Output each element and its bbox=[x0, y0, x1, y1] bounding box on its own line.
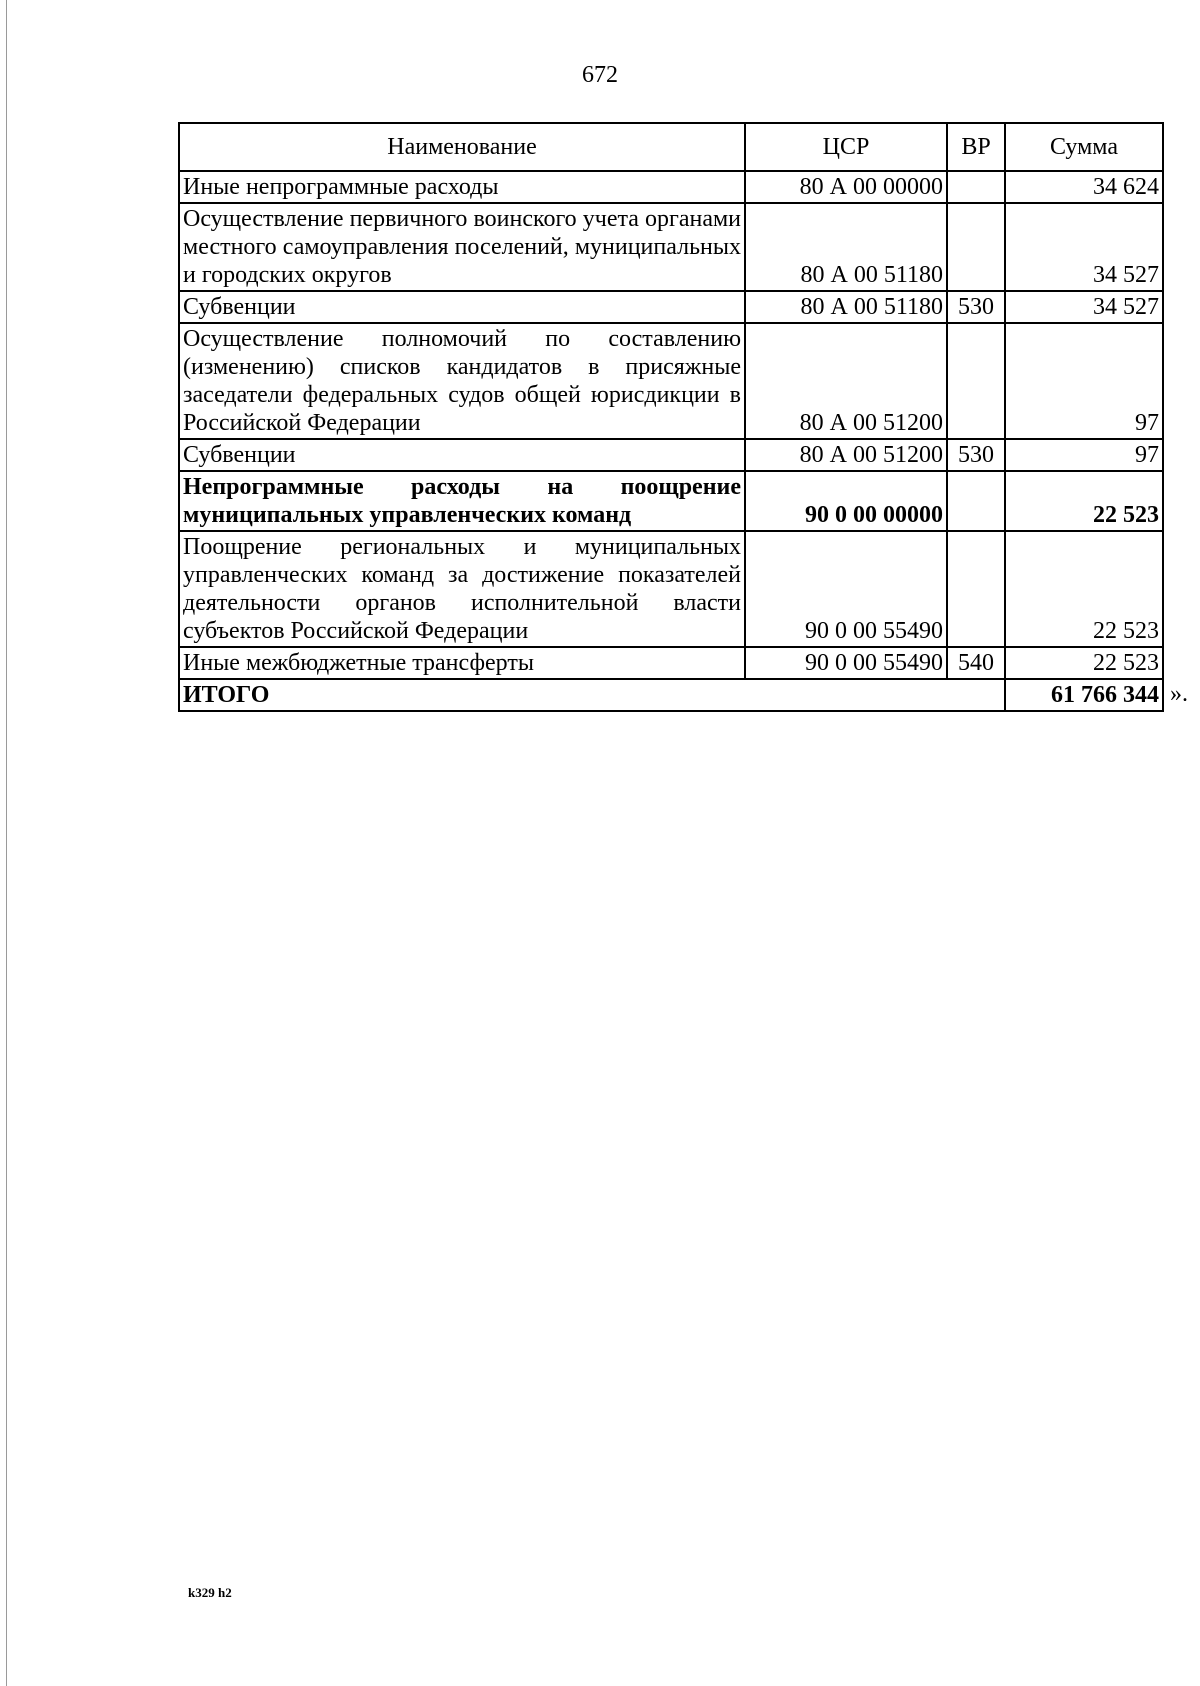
table-row bbox=[179, 323, 1163, 439]
row-csr: 80 А 00 51200 bbox=[745, 323, 947, 439]
page-number: 672 bbox=[582, 62, 618, 88]
row-sum: 22 523 bbox=[1005, 647, 1163, 679]
row-sum: 34 527 bbox=[1005, 203, 1163, 291]
total-sum-cell bbox=[1005, 679, 1188, 711]
row-sum: 34 527 bbox=[1005, 291, 1163, 323]
header-vr: ВР bbox=[947, 123, 1005, 171]
row-sum: 97 bbox=[1005, 323, 1163, 439]
table-row bbox=[179, 203, 1163, 291]
row-name: Непрограммные расходы на поощрение муниципальных управленческих команд bbox=[179, 471, 745, 531]
budget-table bbox=[178, 122, 1188, 712]
table-row bbox=[179, 171, 1163, 203]
total-sum: 61 766 344 bbox=[1051, 682, 1159, 708]
row-vr: 530 bbox=[947, 291, 1005, 323]
closing-quote-mark: ». bbox=[1170, 681, 1188, 707]
row-vr: 540 bbox=[947, 647, 1005, 679]
row-name: Осуществление первичного воинского учета органами местного самоуправления поселений, муниципальных и городских округов bbox=[179, 203, 745, 291]
row-name: Поощрение региональных и муниципальных управленческих команд за достижение показателей деятельности органов исполнительной власти субъектов Российской Федерации bbox=[179, 531, 745, 647]
row-csr: 90 0 00 55490 bbox=[745, 531, 947, 647]
row-csr: 80 А 00 51180 bbox=[745, 203, 947, 291]
row-vr bbox=[947, 471, 1005, 531]
row-csr: 90 0 00 00000 bbox=[745, 471, 947, 531]
footer-code: k329 h2 bbox=[188, 1585, 232, 1600]
table-row bbox=[179, 647, 1163, 679]
row-vr bbox=[947, 203, 1005, 291]
row-vr bbox=[947, 323, 1005, 439]
row-csr: 80 А 00 00000 bbox=[745, 171, 947, 203]
table-body bbox=[179, 171, 1188, 711]
row-sum: 22 523 bbox=[1005, 471, 1163, 531]
row-name: Субвенции bbox=[179, 291, 745, 323]
row-name: Осуществление полномочий по составлению (изменению) списков кандидатов в присяжные заседатели федеральных судов общей юрисдикции в Российской Федерации bbox=[179, 323, 745, 439]
table-row bbox=[179, 291, 1163, 323]
table-row bbox=[179, 531, 1163, 647]
table-row bbox=[179, 471, 1163, 531]
row-vr: 530 bbox=[947, 439, 1005, 471]
total-label: ИТОГО bbox=[179, 679, 1005, 711]
left-margin-line bbox=[6, 0, 7, 1686]
row-csr: 90 0 00 55490 bbox=[745, 647, 947, 679]
row-vr bbox=[947, 171, 1005, 203]
row-sum: 34 624 bbox=[1005, 171, 1163, 203]
row-name: Иные межбюджетные трансферты bbox=[179, 647, 745, 679]
header-sum: Сумма bbox=[1005, 123, 1163, 171]
row-sum: 97 bbox=[1005, 439, 1163, 471]
row-csr: 80 А 00 51180 bbox=[745, 291, 947, 323]
header-name: Наименование bbox=[179, 123, 745, 171]
total-row bbox=[179, 679, 1163, 711]
row-vr bbox=[947, 531, 1005, 647]
header-csr: ЦСР bbox=[745, 123, 947, 171]
row-csr: 80 А 00 51200 bbox=[745, 439, 947, 471]
row-sum: 22 523 bbox=[1005, 531, 1163, 647]
table-row bbox=[179, 439, 1163, 471]
row-name: Субвенции bbox=[179, 439, 745, 471]
table-header-row bbox=[179, 123, 1163, 171]
row-name: Иные непрограммные расходы bbox=[179, 171, 745, 203]
